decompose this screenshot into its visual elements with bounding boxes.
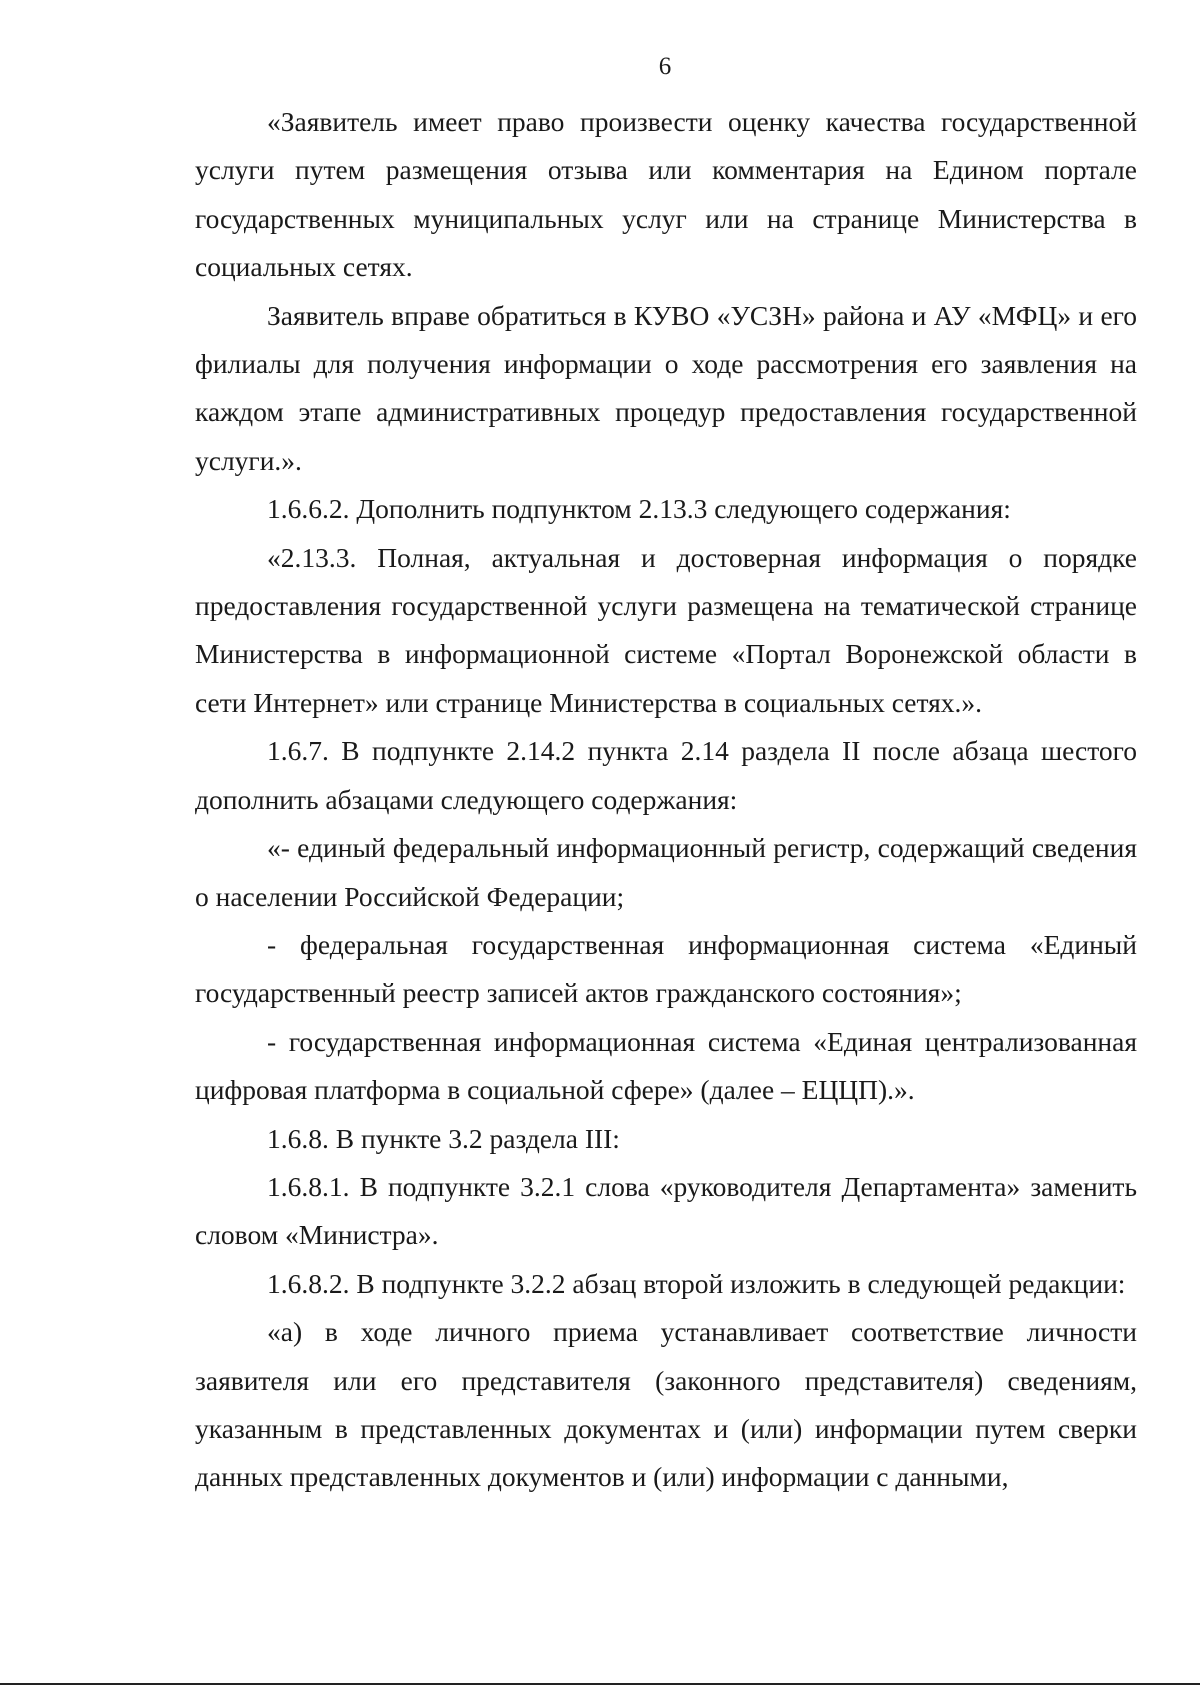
page-bottom-rule xyxy=(0,1683,1200,1685)
paragraph-1-6-8-2: 1.6.8.2. В подпункте 3.2.2 абзац второй изложить в следующей редакции: xyxy=(267,1267,1126,1299)
paragraph-1-6-8: 1.6.8. В пункте 3.2 раздела III: xyxy=(267,1122,620,1154)
paragraph-applicant-inquiry: Заявитель вправе обратиться в КУВО «УСЗН» района и АУ «МФЦ» и его филиалы для получения информации о ходе рассмотрения его заявления на каждом этапе административных процедур предоставления государственной услуги.». xyxy=(195,299,1137,476)
page-number: 6 xyxy=(658,53,672,80)
paragraph-2-13-3: «2.13.3. Полная, актуальная и достоверная информация о порядке предоставления государственной услуги размещена на тематической странице Министерства в информационной системе «Портал Воронежской области в сети Интернет» или странице Министерства в социальных сетях.». xyxy=(195,541,1137,718)
paragraph-applicant-rating: «Заявитель имеет право произвести оценку качества государственной услуги путем размещения отзыва или комментария на Едином портале государственных муниципальных услуг или на странице Министерства в социальных сетях. xyxy=(195,106,1137,283)
paragraph-1-6-8-1: 1.6.8.1. В подпункте 3.2.1 слова «руководителя Департамента» заменить словом «Министра». xyxy=(195,1170,1137,1251)
list-item-civil-registry: - федеральная государственная информационная система «Единый государственный реестр записей актов гражданского состояния»; xyxy=(195,928,1137,1009)
list-item-ecc-platform: - государственная информационная система «Единая централизованная цифровая платформа в социальной сфере» (далее – ЕЦЦП).». xyxy=(195,1025,1137,1106)
list-item-federal-register: «- единый федеральный информационный регистр, содержащий сведения о населении Российской Федерации; xyxy=(195,832,1137,912)
document-body xyxy=(195,98,1137,1502)
paragraph-personal-reception: «а) в ходе личного приема устанавливает соответствие личности заявителя или его представителя (законного представителя) сведениям, указанным в представленных документах и (или) информации путем сверки данных представленных документов и (или) информации с данными, xyxy=(195,1316,1137,1493)
paragraph-1-6-6-2: 1.6.6.2. Дополнить подпунктом 2.13.3 следующего содержания: xyxy=(267,493,1011,525)
paragraph-1-6-7: 1.6.7. В подпункте 2.14.2 пункта 2.14 раздела II после абзаца шестого дополнить абзацами следующего содержания: xyxy=(195,735,1137,815)
